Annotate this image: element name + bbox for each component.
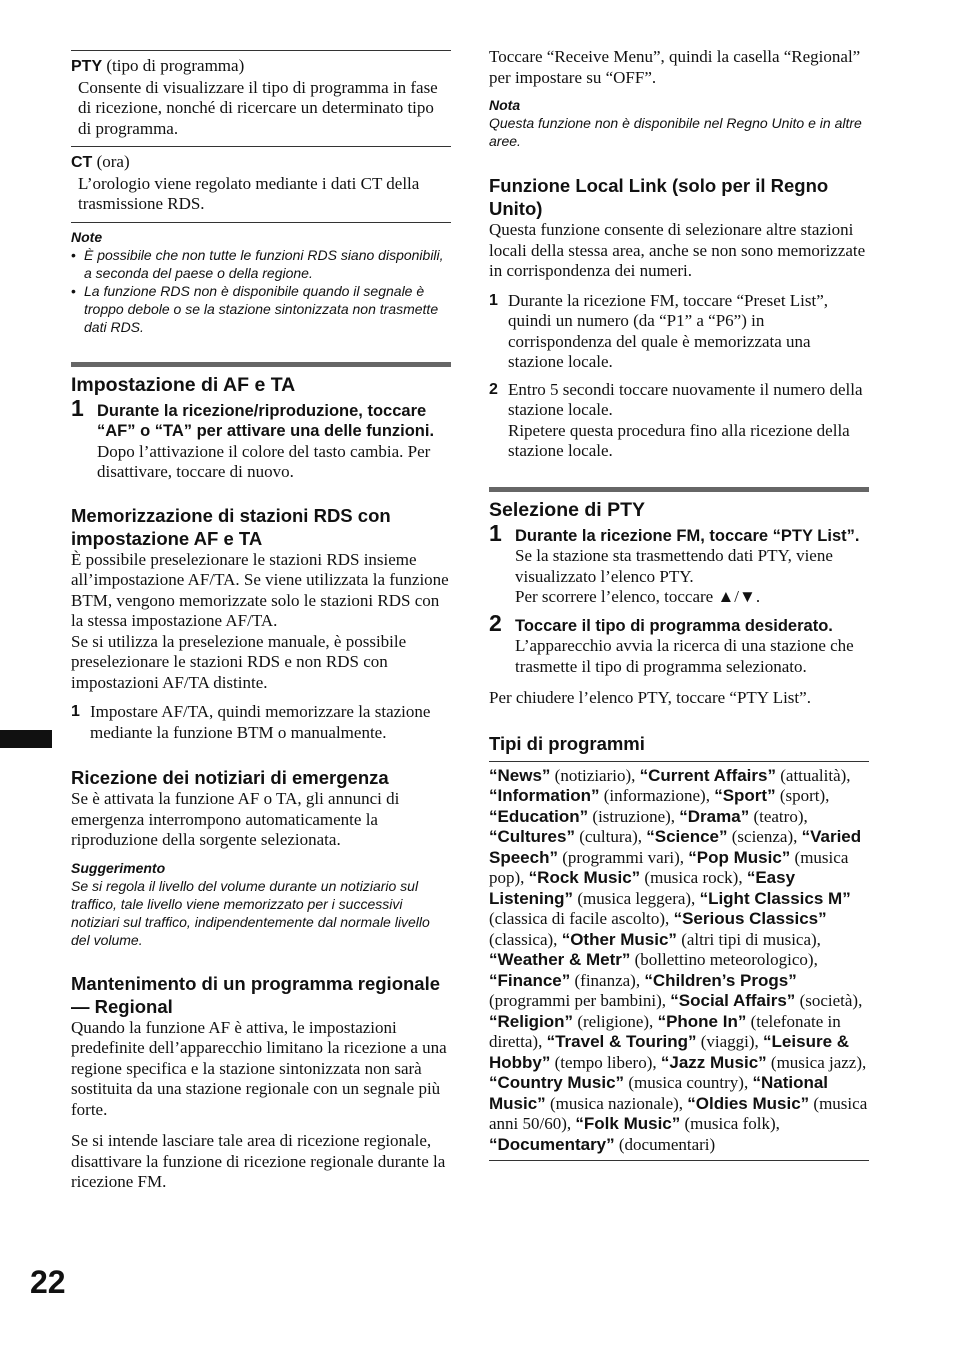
program-type-desc: (sport),: [779, 786, 830, 805]
program-type-name: “Oldies Music”: [687, 1093, 810, 1113]
divider: [489, 761, 869, 762]
paragraph: Questa funzione consente di selezionare altre stazioni locali della stessa area, anche se non sono memorizzate in corrispondenza dei numeri.: [489, 220, 866, 280]
definition-ct: [71, 152, 451, 215]
right-column: [489, 0, 869, 1161]
program-type-item: [489, 1135, 715, 1154]
program-type-desc: (programmi vari),: [562, 847, 685, 867]
program-type-item: [646, 827, 797, 846]
af-step-1: [71, 394, 451, 483]
program-type-desc: (altri tipi di musica),: [681, 929, 821, 949]
section-rule: [71, 362, 451, 367]
program-type-name: “Social Affairs”: [670, 991, 796, 1010]
program-type-desc: (attualità),: [780, 765, 851, 785]
divider: [71, 50, 451, 51]
subsection-title-local-link: Funzione Local Link (solo per il Regno Unito): [489, 175, 829, 219]
program-type-item: [575, 1114, 779, 1133]
program-type-desc: (scienza),: [731, 827, 798, 846]
step-number: 2: [489, 609, 502, 636]
program-type-desc: (notiziario),: [554, 765, 636, 785]
note-item: • È possibile che non tutte le funzioni RDS siano disponibili, a seconda del paese o della regione.: [71, 246, 451, 282]
program-type-name: “Varied Speech”: [489, 827, 862, 867]
step-title: Durante la ricezione/riproduzione, toccare “AF” o “TA” per attivare una delle funzioni.: [97, 401, 435, 440]
step-text: Se la stazione sta trasmettendo dati PTY, viene visualizzato l’elenco PTY.: [515, 546, 833, 586]
program-type-name: “Rock Music”: [528, 868, 641, 887]
program-type-name: “Information”: [489, 786, 600, 805]
program-type-name: “Jazz Music”: [660, 1052, 767, 1072]
program-type-desc: (documentari): [618, 1134, 716, 1154]
program-type-name: “Other Music”: [561, 929, 677, 949]
program-type-desc: (società),: [799, 991, 863, 1010]
pty-step-1: [489, 519, 869, 608]
note-item: • La funzione RDS non è disponibile quando il segnale è troppo debole o se la stazione sintonizzata non trasmette dati RDS.: [71, 282, 451, 336]
program-type-desc: (bollettino meteorologico),: [634, 950, 818, 969]
term-pty: PTY: [71, 58, 103, 75]
step-text: Entro 5 secondi toccare nuovamente il numero della stazione locale.: [508, 379, 863, 419]
step-text: Durante la ricezione FM, toccare “Preset List”, quindi un numero (da “P1” a “P6”) in corrispondenza del quale è memorizzata una stazione locale.: [508, 290, 829, 371]
note-title: Note: [71, 228, 103, 245]
program-type-desc: (classica),: [489, 929, 558, 949]
step-text: Ripetere questa procedura fino alla ricezione della stazione locale.: [508, 420, 850, 460]
program-type-desc: (istruzione),: [592, 806, 676, 826]
program-type-item: [562, 930, 821, 949]
definition-pty-text: Consente di visualizzare il tipo di programma in fase di ricezione, nonché di ricercare un determinato tipo di programma.: [78, 77, 438, 138]
program-type-desc: (classica di facile ascolto),: [489, 909, 670, 928]
program-type-name: “Country Music”: [489, 1073, 625, 1092]
program-type-desc: (musica folk),: [684, 1114, 780, 1133]
program-type-name: “National Music”: [489, 1073, 829, 1113]
term-pty-note: (tipo di programma): [106, 56, 245, 75]
program-type-desc: (informazione),: [603, 786, 710, 805]
definition-pty: [71, 56, 451, 139]
program-type-item: [547, 1032, 759, 1051]
program-type-name: “Cultures”: [489, 827, 575, 846]
program-type-item: [679, 807, 807, 826]
program-type-name: “Light Classics M”: [699, 888, 851, 908]
program-type-desc: (cultura),: [579, 827, 642, 846]
program-type-desc: (programmi per bambini),: [489, 991, 667, 1010]
divider: [71, 222, 451, 223]
subsection-title-program-types: Tipi di programmi: [489, 732, 645, 754]
program-type-name: “Phone In”: [657, 1011, 747, 1031]
left-column: [71, 0, 451, 1193]
program-type-desc: (viaggi),: [700, 1032, 759, 1051]
program-type-name: “Finance”: [489, 970, 571, 990]
program-type-desc: (musica leggera),: [577, 888, 696, 908]
program-type-name: “Pop Music”: [688, 847, 791, 867]
paragraph: Per chiudere l’elenco PTY, toccare “PTY List”.: [489, 688, 811, 707]
step-number: 2: [489, 380, 498, 398]
note-block: [71, 228, 451, 336]
mem-step-1: [71, 702, 451, 743]
program-type-name: “News”: [489, 765, 551, 785]
step-text: L’apparecchio avvia la ricerca di una stazione che trasmette il tipo di programma selezionato.: [515, 636, 854, 676]
program-type-desc: (religione),: [577, 1011, 654, 1031]
paragraph: Toccare “Receive Menu”, quindi la casella “Regional” per impostare su “OFF”.: [489, 47, 861, 87]
paragraph: Quando la funzione AF è attiva, le impostazioni predefinite dell’apparecchio limitano la ricezione a una regione specifica e la stazione sintonizzata non sarà sostituita da una stazione regionale con un segnale più forte.: [71, 1017, 447, 1119]
nota-title: Nota: [489, 97, 521, 113]
program-type-name: “Education”: [489, 806, 589, 826]
program-type-desc: (musica anni 50/60),: [489, 1093, 868, 1133]
term-ct-note: (ora): [96, 152, 130, 171]
paragraph: È possibile preselezionare le stazioni RDS insieme all’impostazione AF/TA. Se viene utilizzata la funzione BTM, vengono memorizzate solo le stazioni RDS con la stessa impostazione AF/TA.: [71, 549, 449, 630]
tip-block: [71, 859, 451, 949]
section-tab-marker: [0, 730, 52, 748]
program-type-desc: (tempo libero),: [554, 1052, 657, 1072]
program-type-name: “Documentary”: [489, 1134, 615, 1154]
local-step-2: [489, 380, 869, 462]
step-number: 1: [71, 394, 84, 421]
program-type-name: “Folk Music”: [575, 1114, 681, 1133]
subsection-title-regional: Mantenimento di un programma regionale — Regional: [71, 972, 441, 1017]
nota-block: [489, 96, 869, 150]
paragraph: Se si intende lasciare tale area di ricezione regionale, disattivare la funzione di ricezione regionale durante la ricezione FM.: [71, 1131, 446, 1191]
program-type-name: “Science”: [646, 827, 728, 846]
program-type-desc: (musica pop),: [489, 847, 849, 887]
program-type-name: “Serious Classics”: [673, 909, 827, 928]
section-title-af-ta: Impostazione di AF e TA: [71, 373, 296, 396]
program-type-name: “Religion”: [489, 1011, 574, 1031]
step-number: 1: [489, 519, 502, 546]
program-type-item: [661, 1053, 866, 1072]
definition-ct-text: L’orologio viene regolato mediante i dati CT della trasmissione RDS.: [78, 173, 420, 213]
program-type-desc: (musica jazz),: [770, 1052, 867, 1072]
section-title-pty: Selezione di PTY: [489, 498, 646, 521]
page-number: 22: [30, 1264, 66, 1300]
step-text: Dopo l’attivazione il colore del tasto cambia. Per disattivare, toccare di nuovo.: [97, 441, 431, 481]
section-rule: [489, 487, 869, 492]
program-type-item: [489, 766, 635, 785]
program-type-item: [529, 868, 743, 887]
program-type-desc: (musica nazionale),: [549, 1093, 684, 1113]
subsection-title-emergency: Ricezione dei notiziari di emergenza: [71, 767, 389, 788]
step-title: Durante la ricezione FM, toccare “PTY List”.: [515, 526, 860, 545]
program-type-name: “Current Affairs”: [639, 765, 776, 785]
nota-text: Questa funzione non è disponibile nel Regno Unito e in altre aree.: [489, 115, 862, 149]
subsection-title-memorization: Memorizzazione di stazioni RDS con impostazione AF e TA: [71, 504, 391, 549]
step-text: Per scorrere l’elenco, toccare ▲/▼.: [515, 587, 761, 606]
program-type-item: [489, 827, 642, 846]
local-step-1: [489, 291, 869, 373]
step-number: 1: [71, 703, 80, 720]
program-type-name: “Sport”: [714, 786, 776, 805]
step-text: Impostare AF/TA, quindi memorizzare la stazione mediante la funzione BTM o manualmente.: [90, 702, 431, 742]
program-type-item: [489, 971, 640, 990]
paragraph: Se è attivata la funzione AF o TA, gli annunci di emergenza interrompono automaticamente la riproduzione della sorgente selezionata.: [71, 789, 400, 849]
program-type-name: “Easy Listening”: [489, 868, 796, 908]
program-type-item: [489, 786, 710, 805]
program-type-item: [489, 1073, 748, 1092]
program-type-name: “Drama”: [679, 806, 750, 826]
tip-text: Se si regola il livello del volume durante un notiziario sul traffico, tale livello viene memorizzato per i successivi notiziari sul traffico, indipendentemente dal normale livello del volume.: [71, 877, 430, 948]
program-type-desc: (musica country),: [628, 1073, 749, 1092]
divider: [71, 146, 451, 147]
program-type-name: “Leisure & Hobby”: [489, 1032, 850, 1072]
term-ct: CT: [71, 154, 93, 171]
paragraph: Se si utilizza la preselezione manuale, è possibile preselezionare le stazioni RDS e non RDS con impostazioni AF/TA distinte.: [71, 631, 407, 692]
divider: [489, 1160, 869, 1161]
program-type-desc: (musica rock),: [644, 868, 743, 887]
program-type-desc: (teatro),: [753, 806, 808, 826]
program-type-item: [640, 766, 851, 785]
step-title: Toccare il tipo di programma desiderato.: [515, 616, 833, 635]
program-type-desc: (telefonate in diretta),: [489, 1011, 841, 1051]
program-type-item: [714, 786, 829, 805]
program-type-name: “Children’s Progs”: [644, 970, 797, 990]
program-type-name: “Weather & Metr”: [489, 950, 631, 969]
program-type-item: [489, 1012, 653, 1031]
program-type-item: [489, 807, 675, 826]
program-type-desc: (finanza),: [574, 970, 641, 990]
program-type-item: [670, 991, 862, 1010]
pty-step-2: [489, 609, 869, 678]
tip-title: Suggerimento: [71, 859, 166, 876]
program-type-name: “Travel & Touring”: [546, 1032, 697, 1051]
step-number: 1: [489, 291, 498, 309]
program-type-item: [489, 950, 818, 969]
program-type-list: [489, 766, 869, 1156]
